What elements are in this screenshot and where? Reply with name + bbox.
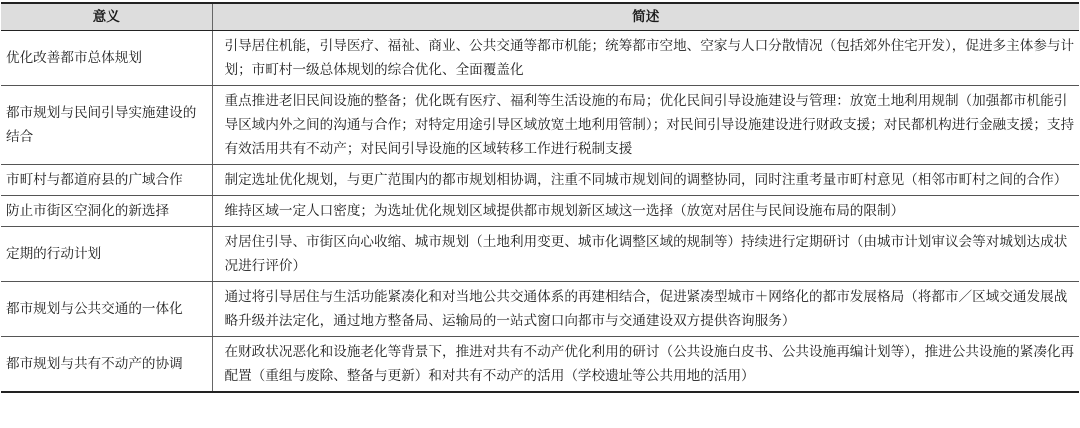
header-meaning: 意义 bbox=[1, 3, 212, 31]
table-row bbox=[1, 86, 1079, 165]
table-row bbox=[1, 337, 1079, 393]
row-description: 通过将引导居住与生活功能紧凑化和对当地公共交通体系的再建相结合，促进紧凑型城市＋网络化的都市发展格局（将都市／区域交通发展战略升级并法定化，通过地方整备局、运输局的一站式窗口向都市与交通建设双方提供咨询服务） bbox=[212, 282, 1079, 337]
row-description: 对居住引导、市街区向心收缩、城市规划（土地利用变更、城市化调整区域的规制等）持续进行定期研讨（由城市计划审议会等对城划达成状况进行评价） bbox=[212, 227, 1079, 282]
row-description: 引导居住机能，引导医疗、福祉、商业、公共交通等都市机能；统筹都市空地、空家与人口分散情况（包括郊外住宅开发），促进多主体参与计划；市町村一级总体规划的综合优化、全面覆盖化 bbox=[212, 31, 1079, 86]
row-meaning: 市町村与都道府县的广域合作 bbox=[1, 165, 212, 196]
table-row bbox=[1, 227, 1079, 282]
row-meaning: 都市规划与民间引导实施建设的结合 bbox=[1, 86, 212, 165]
row-description: 制定选址优化规划，与更广范围内的都市规划相协调，注重不同城市规划间的调整协同，同时注重考量市町村意见（相邻市町村之间的合作） bbox=[212, 165, 1079, 196]
table-header bbox=[1, 3, 1079, 31]
policy-table bbox=[1, 2, 1079, 393]
table-row bbox=[1, 282, 1079, 337]
row-meaning: 防止市街区空洞化的新选择 bbox=[1, 196, 212, 227]
table-row bbox=[1, 31, 1079, 86]
row-description: 重点推进老旧民间设施的整备；优化既有医疗、福利等生活设施的布局；优化民间引导设施建设与管理：放宽土地利用规制（加强都市机能引导区域内外之间的沟通与合作；对特定用途引导区域放宽土地利用管制）；对民间引导设施建设进行财政支援；对民都机构进行金融支援；支持有效活用共有不动产；对民间引导设施的区域转移工作进行税制支援 bbox=[212, 86, 1079, 165]
row-description: 维持区域一定人口密度；为选址优化规划区域提供都市规划新区域这一选择（放宽对居住与民间设施布局的限制） bbox=[212, 196, 1079, 227]
table-body bbox=[1, 31, 1079, 393]
header-description: 简述 bbox=[212, 3, 1079, 31]
row-meaning: 都市规划与共有不动产的协调 bbox=[1, 337, 212, 393]
row-meaning: 优化改善都市总体规划 bbox=[1, 31, 212, 86]
table-row bbox=[1, 165, 1079, 196]
header-row bbox=[1, 3, 1079, 31]
row-description: 在财政状况恶化和设施老化等背景下，推进对共有不动产优化利用的研讨（公共设施白皮书、公共设施再编计划等），推进公共设施的紧凑化再配置（重组与废除、整备与更新）和对共有不动产的活用（学校遗址等公共用地的活用） bbox=[212, 337, 1079, 393]
table-row bbox=[1, 196, 1079, 227]
row-meaning: 都市规划与公共交通的一体化 bbox=[1, 282, 212, 337]
row-meaning: 定期的行动计划 bbox=[1, 227, 212, 282]
